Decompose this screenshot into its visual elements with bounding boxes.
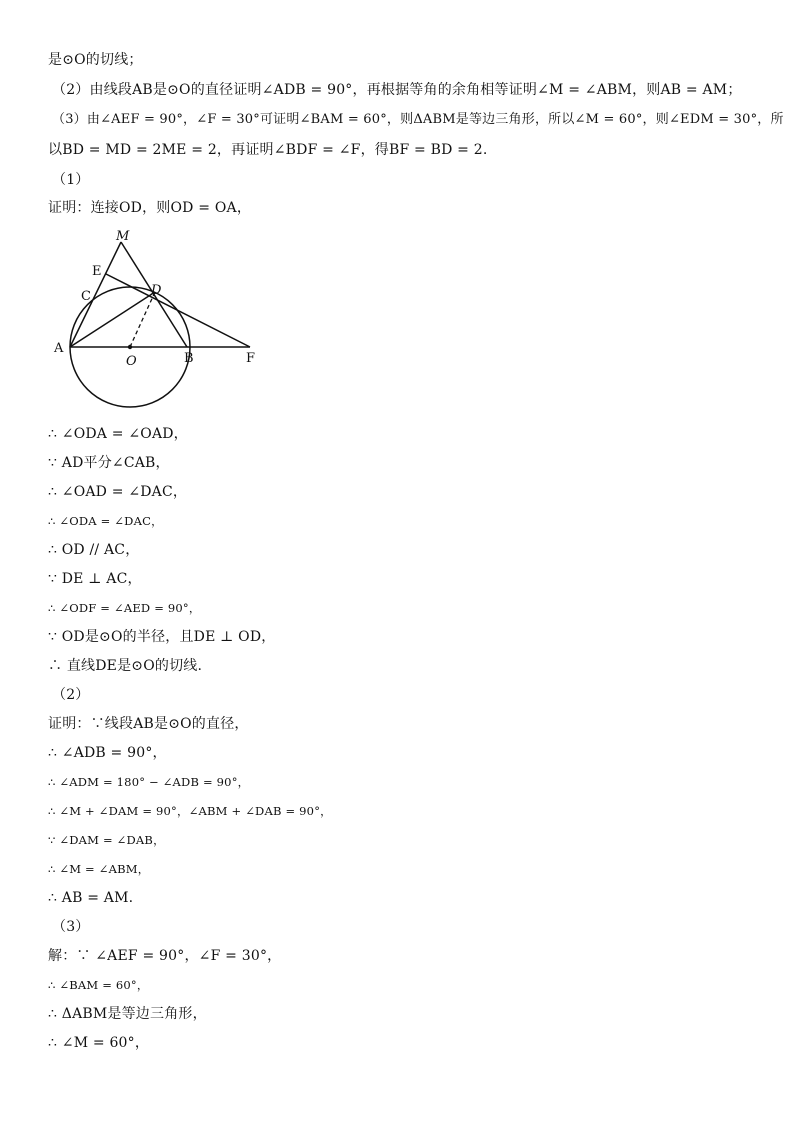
label-m: M (116, 229, 130, 244)
label-o: O (126, 354, 137, 369)
text-line: ∴ ∠ODA = ∠DAC， (48, 514, 163, 528)
text-line: ∴ ∠OAD = ∠DAC， (48, 484, 188, 500)
text-line: ∴ OD // AC， (48, 542, 140, 558)
label-b: B (184, 351, 194, 366)
text-line: 解：∵ ∠AEF = 90°，∠F = 30°， (48, 948, 282, 964)
text-line: （2）由线段AB是⊙O的直径证明∠ADB = 90°，再根据等角的余角相等证明∠M = ∠ABM，则AB = AM； (52, 82, 742, 98)
label-f: F (246, 351, 256, 366)
text-line: ∵ AD平分∠CAB， (48, 455, 170, 471)
label-e: E (92, 264, 102, 279)
text-line: 是⊙O的切线； (48, 52, 143, 68)
text-line: （1） (52, 172, 90, 188)
text-line: ∴ ∠ODA = ∠OAD， (48, 426, 188, 442)
label-c: C (81, 289, 91, 304)
text-line: ∴ ∠ODF = ∠AED = 90°， (48, 601, 201, 615)
label-d: D (151, 283, 162, 298)
text-line: 证明：∵线段AB是⊙O的直径， (48, 716, 249, 732)
text-line: ∵ DE ⊥ AC， (48, 571, 142, 587)
label-a: A (54, 341, 64, 356)
text-line: ∴ ∠M + ∠DAM = 90°，∠ABM + ∠DAB = 90°， (48, 804, 332, 818)
text-line: ∴ ∠M = ∠ABM， (48, 862, 150, 876)
text-line: ∴ ∠ADB = 90°， (48, 745, 167, 761)
text-line: ∴ ∠BAM = 60°， (48, 978, 149, 992)
text-line: 以BD = MD = 2ME = 2，再证明∠BDF = ∠F，得BF = BD = 2. (48, 142, 488, 158)
text-line: 证明：连接OD，则OD = OA， (48, 200, 252, 216)
text-line: （3） (52, 919, 90, 935)
text-line: （3）由∠AEF = 90°，∠F = 30°可证明∠BAM = 60°，则ΔABM是等边三角形，所以∠M = 60°，则∠EDM = 30°，所 (52, 112, 784, 127)
text-line: ∵ OD是⊙O的半径，且DE ⊥ OD， (48, 629, 276, 645)
text-line: ∴ ΔABM是等边三角形， (48, 1006, 207, 1022)
center-point (128, 345, 132, 349)
text-line: （2） (52, 687, 90, 703)
geometry-figure (48, 226, 278, 416)
text-line: ∵ ∠DAM = ∠DAB， (48, 833, 165, 847)
text-line: ∴ 直线DE是⊙O的切线. (48, 658, 203, 674)
text-line: ∴ ∠ADM = 180° − ∠ADB = 90°， (48, 775, 250, 789)
text-line: ∴ AB = AM. (48, 890, 134, 906)
circle-tangent-diagram (48, 226, 278, 416)
text-line: ∴ ∠M = 60°， (48, 1035, 150, 1051)
